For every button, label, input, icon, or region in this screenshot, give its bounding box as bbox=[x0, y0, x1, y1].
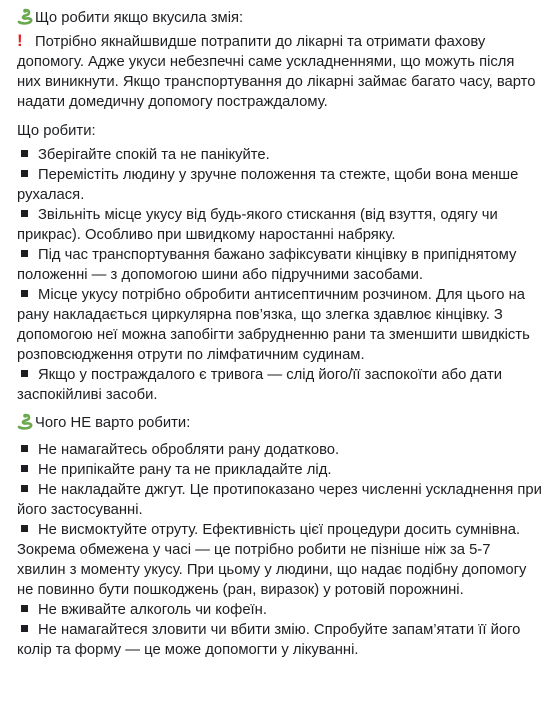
bullet-icon bbox=[21, 625, 28, 632]
bullet-icon bbox=[21, 485, 28, 492]
list-item: Не висмоктуйте отруту. Ефективність цієї процедури досить сумнівна. Зокрема обмежена у часі — це потрібно робити не пізніше ніж за 5-7 хвилин з моменту укусу. При цьому у людини, що надає подібну допомогу не повинно бути пошкоджень (ран, виразок) у ротовій порожнині. bbox=[17, 522, 527, 598]
list-item: Під час транспортування бажано зафіксувати кінцівку в припіднятому положенні — з допомогою шини або підручними засобами. bbox=[17, 247, 517, 283]
snake-icon bbox=[17, 8, 34, 31]
do-section-title: Що робити: bbox=[17, 123, 96, 139]
dont-title-text: Чого НЕ варто робити: bbox=[35, 415, 191, 431]
bullet-icon bbox=[21, 370, 28, 377]
bullet-icon bbox=[21, 605, 28, 612]
list-item: Не намагайтеся зловити чи вбити змію. Спробуйте запам’ятати її його колір та форму — це може допомогти у лікуванні. bbox=[17, 622, 521, 658]
do-list bbox=[17, 145, 542, 405]
post-body bbox=[17, 8, 542, 668]
list-item: Не вживайте алкоголь чи кофеїн. bbox=[17, 600, 542, 620]
dont-section-title bbox=[17, 413, 542, 436]
bullet-icon bbox=[21, 465, 28, 472]
snake-icon bbox=[17, 413, 34, 436]
list-item: Перемістіть людину у зручне положення та стежте, щоби вона менше рухалася. bbox=[17, 167, 519, 203]
exclamation-icon: ! bbox=[17, 31, 23, 50]
list-item: Не припікайте рану та не прикладайте лід. bbox=[17, 460, 542, 480]
list-item: Зберігайте спокій та не панікуйте. bbox=[17, 145, 542, 165]
list-item: Місце укусу потрібно обробити антисептичним розчином. Для цього на рану накладається циркулярна пов’язка, що злегка здавлює кінцівку. З допомогою неї можна запобігти забрудненню рани та зменшити швидкість розповсюдження отрути по лімфатичним судинам. bbox=[17, 287, 530, 363]
intro-paragraph bbox=[17, 31, 542, 112]
bullet-icon bbox=[21, 150, 28, 157]
bullet-icon bbox=[21, 210, 28, 217]
bullet-icon bbox=[21, 525, 28, 532]
bullet-icon bbox=[21, 290, 28, 297]
heading-text: Що робити якщо вкусила змія: bbox=[35, 10, 244, 26]
bullet-icon bbox=[21, 170, 28, 177]
list-item: Якщо у постраждалого є тривога — слід його/її заспокоїти або дати заспокійливі засоби. bbox=[17, 367, 502, 403]
list-item: Не накладайте джгут. Це протипоказано через численні ускладнення при його застосуванні. bbox=[17, 482, 542, 518]
bullet-icon bbox=[21, 250, 28, 257]
bullet-icon bbox=[21, 445, 28, 452]
intro-text: Потрібно якнайшвидше потрапити до лікарні та отримати фахову допомогу. Адже укуси небезпечні саме ускладненнями, що можуть після них виникнути. Якщо транспортування до лікарні займає багато часу, варто надати домедичну допомогу постраждалому. bbox=[17, 34, 536, 110]
list-item: Не намагайтесь обробляти рану додатково. bbox=[17, 440, 542, 460]
list-item: Звільніть місце укусу від будь-якого стискання (від взуття, одягу чи прикрас). Особливо при швидкому наростанні набряку. bbox=[17, 207, 498, 243]
dont-list bbox=[17, 440, 542, 660]
heading-snake-bite bbox=[17, 8, 542, 112]
